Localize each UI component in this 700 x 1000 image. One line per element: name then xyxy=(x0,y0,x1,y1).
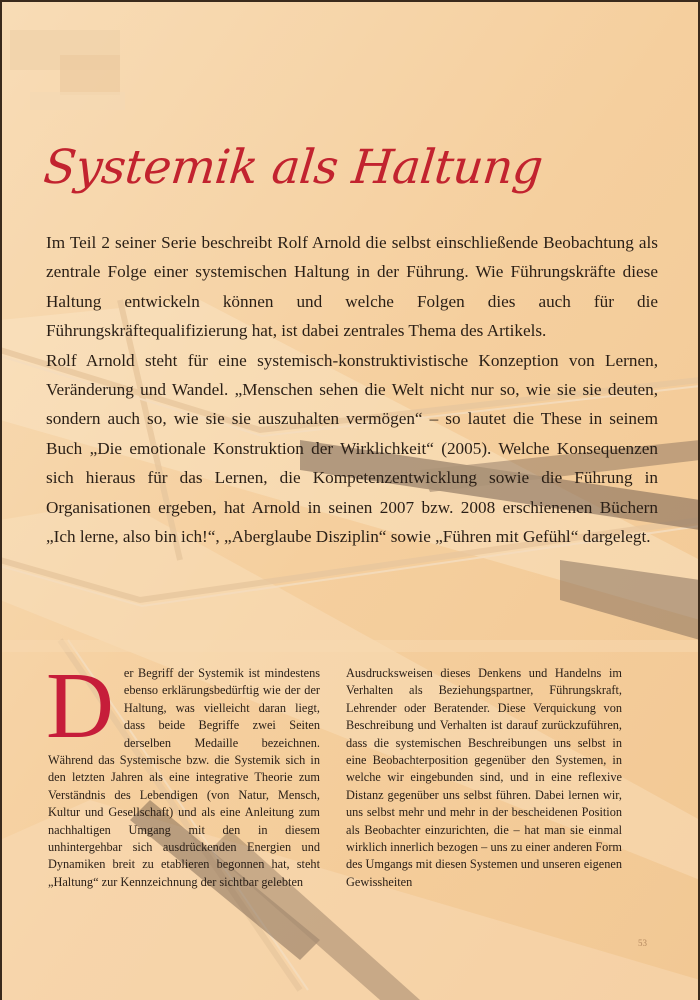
body-paragraph-left xyxy=(46,654,320,891)
body-column-right xyxy=(346,665,622,891)
page-title: Systemik als Haltung xyxy=(41,140,546,195)
right-column-text: Ausdrucksweisen dieses Denkens und Handelns im Verhalten als Beziehungspartner, Führungskraft, Lehrender oder Beratender. Diese Verquickung von Beschreibung und Verhalten ist darauf zurückzuführen, dass die systemischen Beschreibungen uns selbst in eine Beobachterposition gegenüber den Systemen, in welche wir eingebunden sind, und in eine reflexive Distanz gegenüber uns selbst führen. Dabei lernen wir, uns selbst mehr und mehr in der bescheidenen Position als Beobachter einzurichten, die – hat man sie einmal wirklich innerlich bezogen – uns zu einer anderen Form des Umgangs mit diesen Systemen und unseren eigenen Gewissheiten xyxy=(346,666,622,889)
lead-paragraph-1: Im Teil 2 seiner Serie beschreibt Rolf Arnold die selbst einschließende Beobachtung als zentrale Folge einer systemischen Haltung in der Führung. Wie Führungskräfte diese Haltung entwickeln können und welche Folgen dies auch für die Führungskräftequalifizierung hat, ist dabei zentrales Thema des Artikels. xyxy=(46,233,658,341)
left-column-text: er Begriff der Systemik ist mindestens ebenso erklärungsbedürftig wie der der Haltung, was vielleicht daran liegt, dass beide Begriffe zwei Seiten derselben Medaille bezeichnen. Während das Systemische bzw. die Systemik sich in den letzten Jahren als eine integrative Theorie zum Verständnis des Lebendigen (von Natur, Mensch, Kultur und Gesellschaft) und als eine Anleitung zum nachhaltigen Umgang mit den in diesem unhintergehbar sich ausdrückenden Energien und Dynamiken breit zu etablieren begonnen hat, steht „Haltung“ zur Kennzeichnung der sichtbar gelebten xyxy=(48,666,320,889)
drop-cap: D xyxy=(46,654,114,758)
lead-text xyxy=(46,228,658,551)
lead-paragraph-2: Rolf Arnold steht für eine systemisch-konstruktivistische Konzeption von Lernen, Veränderung und Wandel. „Menschen sehen die Welt nicht nur so, wie sie sie deuten, sondern auch so, wie sie sie auszuhalten vermögen“ – so lautet die These in seinem Buch „Die emotionale Konstruktion der Wirklichkeit“ (2005). Welche Konsequenzen sich hieraus für das Lernen, die Kompetenzentwicklung sowie die Führung in Organisationen ergeben, hat Arnold in seinen 2007 bzw. 2008 erschienenen Büchern „Ich lerne, also bin ich!“, „Aberglaube Disziplin“ sowie „Führen mit Gefühl“ dargelegt. xyxy=(46,350,658,547)
page-number: 53 xyxy=(638,938,647,948)
body-column-left xyxy=(46,654,320,891)
